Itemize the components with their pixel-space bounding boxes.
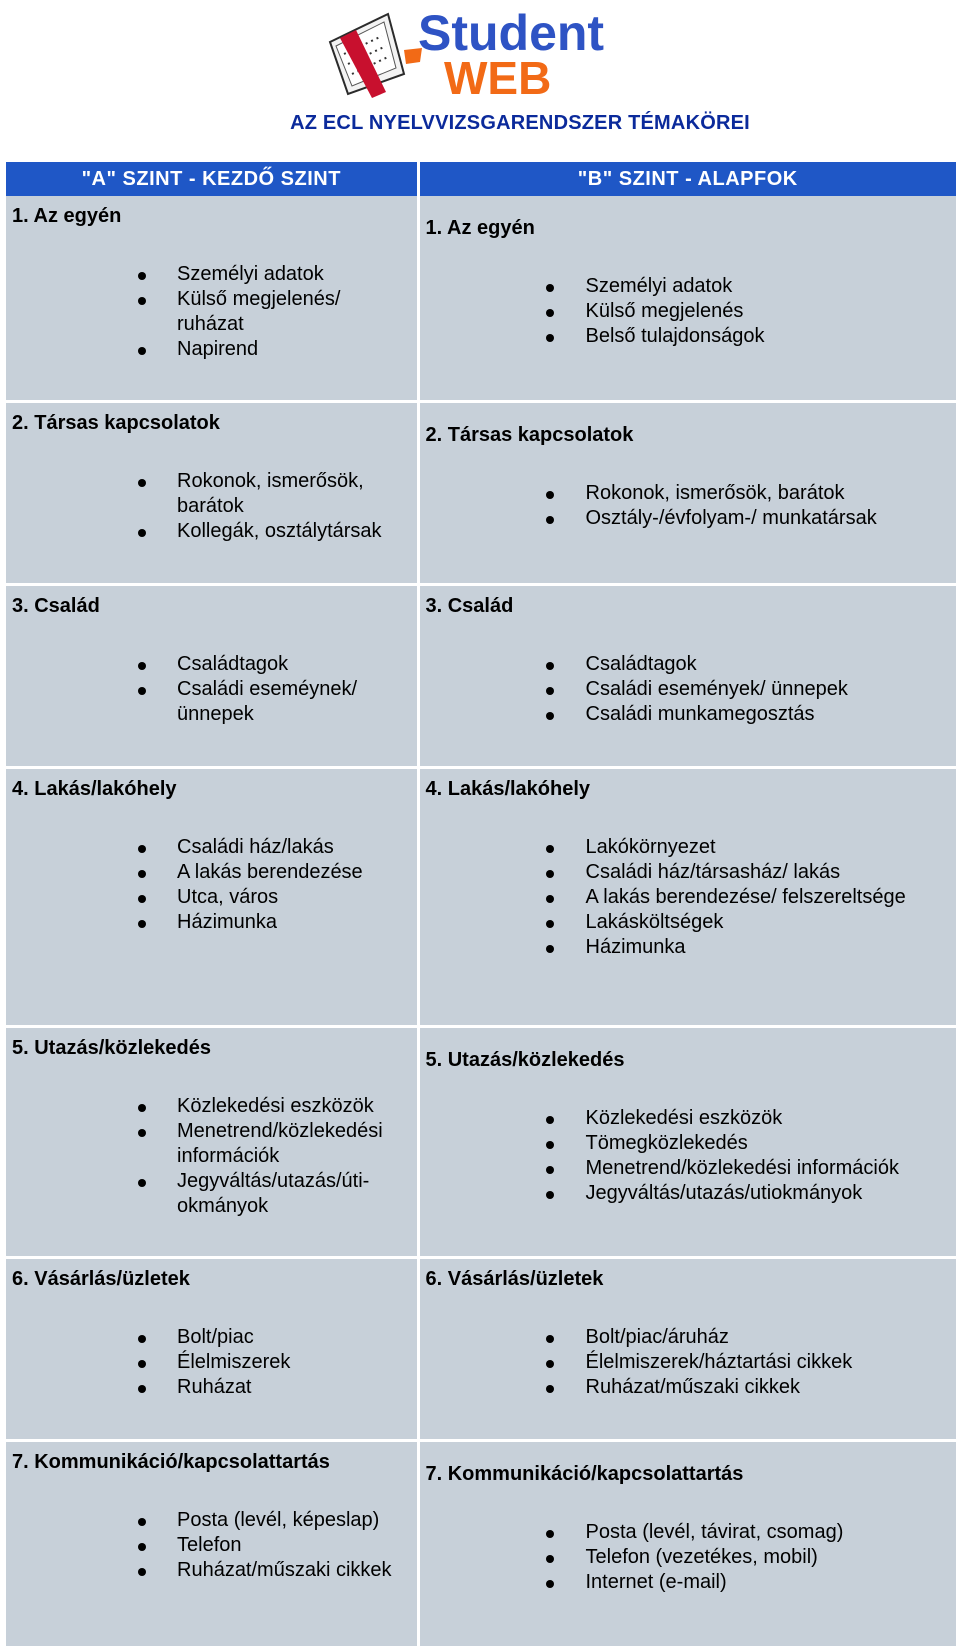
list-item [12, 1558, 411, 1583]
list-item [12, 1508, 411, 1533]
list-item-text: Ruházat/műszaki cikkek [585, 1376, 801, 1398]
bullet-icon [546, 1385, 554, 1393]
topic-list [426, 1106, 951, 1206]
list-item [426, 481, 951, 506]
list-item [12, 885, 411, 910]
list-item [12, 835, 411, 860]
level-b-cell [418, 1027, 956, 1258]
topic-list [12, 1094, 411, 1219]
bullet-icon [138, 662, 146, 670]
bullet-icon [138, 1385, 146, 1393]
list-item [426, 274, 951, 299]
list-item [12, 1094, 411, 1119]
level-b-cell [418, 585, 956, 768]
list-item-text: Bolt/piac [177, 1326, 254, 1348]
topic-list [426, 835, 951, 960]
list-item-text: Házimunka [585, 936, 686, 958]
topic-list [12, 262, 411, 362]
bullet-icon [546, 309, 554, 317]
topic-list [426, 1520, 951, 1595]
level-a-cell [6, 1027, 418, 1258]
list-item [12, 287, 411, 337]
list-item [12, 1375, 411, 1400]
list-item [12, 677, 411, 727]
bullet-icon [546, 712, 554, 720]
section-title: 5. Utazás/közlekedés [425, 1049, 625, 1071]
bullet-icon [546, 516, 554, 524]
list-item-text: Családtagok [177, 653, 289, 675]
section-title: 1. Az egyén [425, 217, 535, 239]
bullet-icon [546, 1166, 554, 1174]
list-item [12, 1325, 411, 1350]
list-item-text: Telefon [177, 1534, 242, 1556]
level-b-cell [418, 1441, 956, 1648]
bullet-icon [138, 272, 146, 280]
list-item [12, 652, 411, 677]
section-title: 7. Kommunikáció/kapcsolattartás [12, 1451, 330, 1473]
section-title: 6. Vásárlás/üzletek [425, 1268, 604, 1290]
list-item [426, 935, 951, 960]
bullet-icon [546, 662, 554, 670]
list-item-text: Házimunka [177, 911, 278, 933]
section-title: 3. Család [12, 595, 100, 617]
bullet-icon [138, 1543, 146, 1551]
list-item [426, 1181, 951, 1206]
list-item [426, 1375, 951, 1400]
bullet-icon [546, 1580, 554, 1588]
topic-list [12, 1325, 411, 1400]
list-item [12, 469, 411, 519]
list-item-text: Telefon (vezetékes, mobil) [585, 1546, 818, 1568]
bullet-icon [138, 895, 146, 903]
list-item [426, 506, 951, 531]
list-item-text: Családi eseméynek/ünnepek [177, 678, 358, 725]
list-item-text: Lakásköltségek [585, 911, 724, 933]
bullet-icon [138, 479, 146, 487]
level-a-cell [6, 1258, 418, 1441]
bullet-icon [138, 529, 146, 537]
topic-row [6, 402, 956, 585]
section-title: 6. Vásárlás/üzletek [12, 1268, 190, 1290]
column-header-a: "A" SZINT - KEZDŐ SZINT [6, 162, 418, 196]
list-item-text: Bolt/piac/áruház [585, 1326, 729, 1348]
list-item [426, 677, 951, 702]
bullet-icon [138, 1179, 146, 1187]
bullet-icon [546, 1116, 554, 1124]
list-item-text: A lakás berendezése [177, 861, 363, 883]
list-item [426, 1520, 951, 1545]
list-item-text: Osztály-/évfolyam-/ munkatársak [585, 507, 877, 529]
bullet-icon [546, 1530, 554, 1538]
level-b-cell [418, 768, 956, 1027]
bullet-icon [546, 687, 554, 695]
list-item-text: Közlekedési eszközök [585, 1107, 783, 1129]
bullet-icon [546, 284, 554, 292]
section-title: 2. Társas kapcsolatok [12, 412, 220, 434]
bullet-icon [138, 1360, 146, 1368]
topic-list [12, 469, 411, 544]
bullet-icon [138, 347, 146, 355]
list-item [426, 324, 951, 349]
topic-list [426, 1325, 951, 1400]
list-item [12, 910, 411, 935]
list-item-text: Rokonok, ismerősök, barátok [585, 482, 845, 504]
column-header-b: "B" SZINT - ALAPFOK [418, 162, 956, 196]
topic-row [6, 1027, 956, 1258]
bullet-icon [138, 920, 146, 928]
bullet-icon [138, 1518, 146, 1526]
topic-list [426, 652, 951, 727]
section-title: 7. Kommunikáció/kapcsolattartás [425, 1463, 744, 1485]
list-item-text: Külső megjelenés [585, 300, 744, 322]
bullet-icon [546, 870, 554, 878]
list-item [12, 1533, 411, 1558]
list-item-text: Személyi adatok [585, 275, 733, 297]
document-title: AZ ECL NYELVVIZSGARENDSZER TÉMAKÖREI [290, 112, 750, 134]
level-a-cell [6, 768, 418, 1027]
list-item [426, 1156, 951, 1181]
list-item [426, 1570, 951, 1595]
list-item [426, 1106, 951, 1131]
section-title: 2. Társas kapcsolatok [425, 424, 634, 446]
level-a-cell [6, 196, 418, 402]
bullet-icon [546, 334, 554, 342]
list-item-text: Tömegközlekedés [585, 1132, 748, 1154]
bullet-icon [138, 1335, 146, 1343]
list-item-text: Családi ház/lakás [177, 836, 334, 858]
list-item-text: Családi események/ ünnepek [585, 678, 848, 700]
list-item [426, 860, 951, 885]
topic-row [6, 196, 956, 402]
list-item [12, 262, 411, 287]
bullet-icon [138, 1568, 146, 1576]
list-item-text: Menetrend/közlekedési információk [177, 1120, 383, 1167]
list-item [12, 519, 411, 544]
topic-list [12, 652, 411, 727]
topic-row [6, 1258, 956, 1441]
bullet-icon [546, 945, 554, 953]
list-item-text: A lakás berendezése/ felszereltsége [585, 886, 906, 908]
logo-word-web: WEB [444, 52, 552, 98]
topic-list [426, 274, 951, 349]
notebook-icon [330, 14, 422, 98]
studentweb-logo[interactable] [326, 2, 626, 98]
bullet-icon [546, 1360, 554, 1368]
logo-word-student: Student [418, 5, 605, 61]
list-item [12, 337, 411, 362]
topic-list [426, 481, 951, 531]
list-item-text: Utca, város [177, 886, 279, 908]
section-title: 5. Utazás/közlekedés [12, 1037, 211, 1059]
list-item [12, 860, 411, 885]
section-title: 3. Család [425, 595, 514, 617]
bullet-icon [546, 920, 554, 928]
list-item [426, 652, 951, 677]
topics-table [6, 162, 956, 1649]
list-item [426, 1131, 951, 1156]
list-item-text: Személyi adatok [177, 263, 324, 285]
list-item-text: Külső megjelenés/ ruházat [177, 288, 341, 335]
list-item [426, 835, 951, 860]
list-item [426, 1545, 951, 1570]
bullet-icon [546, 1555, 554, 1563]
level-b-cell [418, 196, 956, 402]
topic-list [12, 1508, 411, 1583]
topic-row [6, 585, 956, 768]
list-item-text: Rokonok, ismerősök, barátok [177, 470, 364, 517]
list-item-text: Napirend [177, 338, 259, 360]
list-item-text: Menetrend/közlekedési információk [585, 1157, 899, 1179]
list-item [426, 1350, 951, 1375]
bullet-icon [138, 845, 146, 853]
list-item-text: Posta (levél, képeslap) [177, 1509, 380, 1531]
list-item-text: Jegyváltás/utazás/úti-okmányok [177, 1170, 370, 1217]
list-item [426, 299, 951, 324]
level-a-cell [6, 585, 418, 768]
bullet-icon [546, 895, 554, 903]
list-item [426, 1325, 951, 1350]
list-item-text: Lakókörnyezet [585, 836, 716, 858]
level-a-cell [6, 1441, 418, 1648]
list-item [426, 910, 951, 935]
list-item-text: Családi munkamegosztás [585, 703, 815, 725]
bullet-icon [546, 491, 554, 499]
level-a-cell [6, 402, 418, 585]
bullet-icon [546, 1191, 554, 1199]
bullet-icon [138, 870, 146, 878]
topic-row [6, 1441, 956, 1648]
list-item-text: Ruházat/műszaki cikkek [177, 1559, 392, 1581]
list-item [12, 1119, 411, 1169]
list-item-text: Kollegák, osztálytársak [177, 520, 382, 542]
topic-row [6, 768, 956, 1027]
list-item-text: Élelmiszerek [177, 1351, 291, 1373]
section-title: 4. Lakás/lakóhely [12, 778, 177, 800]
list-item [12, 1169, 411, 1219]
list-item-text: Belső tulajdonságok [585, 325, 765, 347]
list-item-text: Posta (levél, távirat, csomag) [585, 1521, 844, 1543]
list-item [426, 885, 951, 910]
list-item-text: Élelmiszerek/háztartási cikkek [585, 1351, 853, 1373]
list-item [12, 1350, 411, 1375]
bullet-icon [546, 1335, 554, 1343]
topic-list [12, 835, 411, 935]
bullet-icon [138, 687, 146, 695]
list-item-text: Jegyváltás/utazás/utiokmányok [585, 1182, 863, 1204]
list-item-text: Ruházat [177, 1376, 252, 1398]
bullet-icon [546, 845, 554, 853]
list-item-text: Internet (e-mail) [585, 1571, 727, 1593]
bullet-icon [138, 1129, 146, 1137]
bullet-icon [138, 1104, 146, 1112]
bullet-icon [546, 1141, 554, 1149]
section-title: 4. Lakás/lakóhely [425, 778, 591, 800]
list-item [426, 702, 951, 727]
level-b-cell [418, 1258, 956, 1441]
bullet-icon [138, 297, 146, 305]
section-title: 1. Az egyén [12, 205, 122, 227]
list-item-text: Közlekedési eszközök [177, 1095, 374, 1117]
list-item-text: Családi ház/társasház/ lakás [585, 861, 841, 883]
list-item-text: Családtagok [585, 653, 697, 675]
level-b-cell [418, 402, 956, 585]
